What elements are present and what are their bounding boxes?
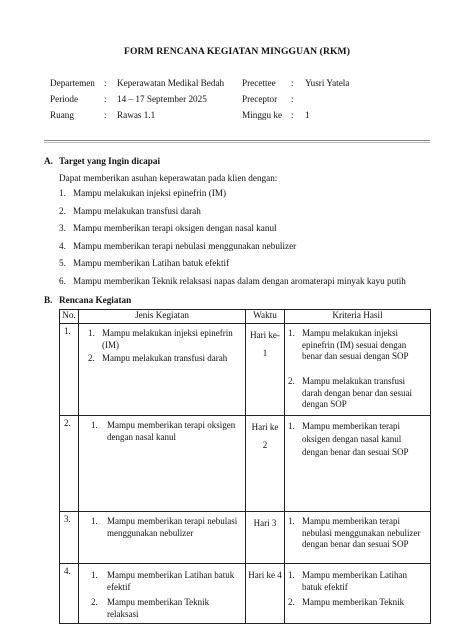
list-number: 4.: [59, 240, 66, 251]
list-text: Mampu melakukan transfusi darah: [73, 205, 201, 216]
kriteria-item: [288, 570, 426, 593]
item-text: Mampu melakukan injeksi epinefrin (IM): [102, 328, 233, 350]
preceptor-label: Preceptor: [242, 94, 278, 105]
item-number: 2.: [288, 376, 295, 386]
waktu-day-label: Hari 3: [253, 518, 277, 528]
column-header-waktu: Waktu: [246, 310, 285, 324]
colon: :: [104, 94, 107, 105]
item-text: Mampu memberikan Latihan batuk efektif: [302, 570, 407, 592]
departemen-value: Keperawatan Medikal Bedah: [117, 78, 225, 88]
ruang-label: Ruang: [50, 110, 74, 121]
kegiatan-cell: [79, 512, 246, 564]
info-row-departemen: [50, 78, 430, 94]
item-number: 1.: [91, 570, 98, 580]
item-number: 1.: [91, 420, 98, 430]
ruang-value: Rawas 1.1: [117, 110, 156, 121]
minggu-value: 1: [305, 110, 310, 121]
kriteria-item: [288, 516, 426, 551]
departemen-label: Departemen: [50, 78, 95, 88]
waktu-day-label: Hari ke 4: [248, 570, 282, 580]
section-a-letter: A.: [44, 156, 53, 166]
info-row-ruang: [50, 110, 430, 126]
waktu-cell: [246, 512, 285, 564]
kegiatan-cell: [79, 324, 246, 416]
column-header-no: No.: [60, 310, 79, 324]
periode-label: Periode: [50, 94, 79, 105]
item-number: 2.: [91, 597, 98, 607]
colon: :: [291, 78, 294, 88]
waktu-day-number: 2: [262, 440, 268, 450]
kriteria-cell: [285, 416, 431, 512]
section-a-title: Target yang Ingin dicapai: [59, 156, 160, 166]
list-text: Mampu memberikan Latihan batuk efektif: [73, 258, 230, 269]
item-text: Mampu melakukan transfusi darah: [102, 353, 228, 363]
list-number: 2.: [59, 205, 66, 216]
kriteria-item: [288, 376, 426, 411]
table-row: [60, 564, 431, 624]
kriteria-item: [288, 328, 426, 363]
kriteria-cell: [285, 324, 431, 416]
item-number: 1.: [288, 421, 295, 431]
item-text: Mampu memberikan terapi oksigen dengan nasal kanul: [107, 420, 236, 442]
row-number: 2.: [60, 416, 79, 512]
item-text: Mampu memberikan terapi nebulasi menggunakan nebulizer dengan benar dan sesuai SOP: [302, 516, 421, 549]
colon: :: [104, 110, 107, 121]
waktu-cell: [246, 324, 285, 416]
row-number: 4.: [60, 564, 79, 624]
precetee-label: Precettee: [242, 78, 276, 88]
section-b-title: Rencana Kegiatan: [59, 295, 132, 305]
item-text: Mampu memberikan Teknik: [302, 597, 405, 607]
precetee-value: Yusri Yatela: [305, 78, 350, 88]
item-text: Mampu melakukan injeksi epinefrin (IM) sesuai dengan benar dan sesuai dengan SOP: [302, 328, 409, 361]
periode-value: 14 – 17 September 2025: [117, 94, 207, 105]
table-row: [60, 324, 431, 416]
column-header-kriteria-hasil: Kriteria Hasil: [285, 310, 431, 324]
kriteria-cell: [285, 512, 431, 564]
table-row: [60, 416, 431, 512]
waktu-day-label: Hari ke: [251, 422, 279, 432]
item-number: 1.: [91, 516, 98, 526]
item-text: Mampu melakukan transfusi darah dengan benar dan sesuai dengan SOP: [302, 376, 412, 409]
list-number: 1.: [59, 188, 66, 198]
list-text: Mampu memberikan terapi nebulasi menggunakan nebulizer: [73, 240, 297, 251]
colon: :: [291, 110, 294, 121]
item-number: 1.: [288, 516, 295, 526]
list-number: 3.: [59, 223, 66, 234]
kegiatan-item: [88, 353, 242, 365]
section-a-intro: Dapat memberikan asuhan keperawatan pada klien dengan:: [59, 173, 278, 183]
item-number: 1.: [288, 328, 295, 338]
item-number: 2.: [288, 597, 295, 607]
table-row: [60, 512, 431, 564]
item-number: 1.: [88, 328, 95, 338]
item-number: 2.: [88, 353, 95, 363]
kriteria-item: [288, 420, 426, 459]
waktu-day-number: 1: [262, 348, 268, 358]
list-text: Mampu memberikan terapi oksigen dengan nasal kanul: [73, 223, 277, 234]
item-text: Mampu memberikan Latihan batuk efektif: [107, 570, 235, 592]
minggu-label: Minggu ke: [242, 110, 283, 121]
list-text: Mampu memberikan Teknik relaksasi napas dalam dengan aromaterapi minyak kayu putih: [73, 275, 406, 286]
row-number: 1.: [60, 324, 79, 416]
list-text: Mampu melakukan injeksi epinefrin (IM): [73, 188, 227, 198]
item-text: Mampu memberikan terapi nebulasi menggunakan nebulizer: [107, 516, 238, 538]
kriteria-cell: [285, 564, 431, 624]
list-number: 6.: [59, 275, 66, 286]
info-row-periode: [50, 94, 430, 110]
section-b-letter: B.: [44, 295, 53, 305]
waktu-day-label: Hari ke-: [250, 330, 280, 340]
kegiatan-cell: [79, 416, 246, 512]
waktu-cell: [246, 564, 285, 624]
column-header-jenis-kegiatan: Jenis Kegiatan: [79, 310, 246, 324]
divider: [44, 140, 430, 143]
table-header-row: [60, 310, 431, 324]
item-text: Mampu memberikan Teknik relaksasi: [107, 597, 210, 619]
item-number: 1.: [288, 570, 295, 580]
kegiatan-item: [88, 328, 242, 351]
kriteria-item: [288, 597, 426, 609]
colon: :: [104, 78, 107, 88]
kegiatan-item: [91, 597, 242, 620]
header-info: [50, 78, 430, 127]
colon: :: [291, 94, 294, 105]
activity-plan-table: [59, 309, 431, 624]
kegiatan-item: [91, 516, 242, 539]
kegiatan-item: [91, 570, 242, 593]
kegiatan-item: [91, 420, 242, 443]
form-title: FORM RENCANA KEGIATAN MINGGUAN (RKM): [123, 46, 351, 57]
kegiatan-cell: [79, 564, 246, 624]
waktu-cell: [246, 416, 285, 512]
list-number: 5.: [59, 258, 66, 269]
row-number: 3.: [60, 512, 79, 564]
item-text: Mampu memberikan terapi oksigen dengan nasal kanul dengan benar dan sesuai SOP: [302, 421, 409, 457]
